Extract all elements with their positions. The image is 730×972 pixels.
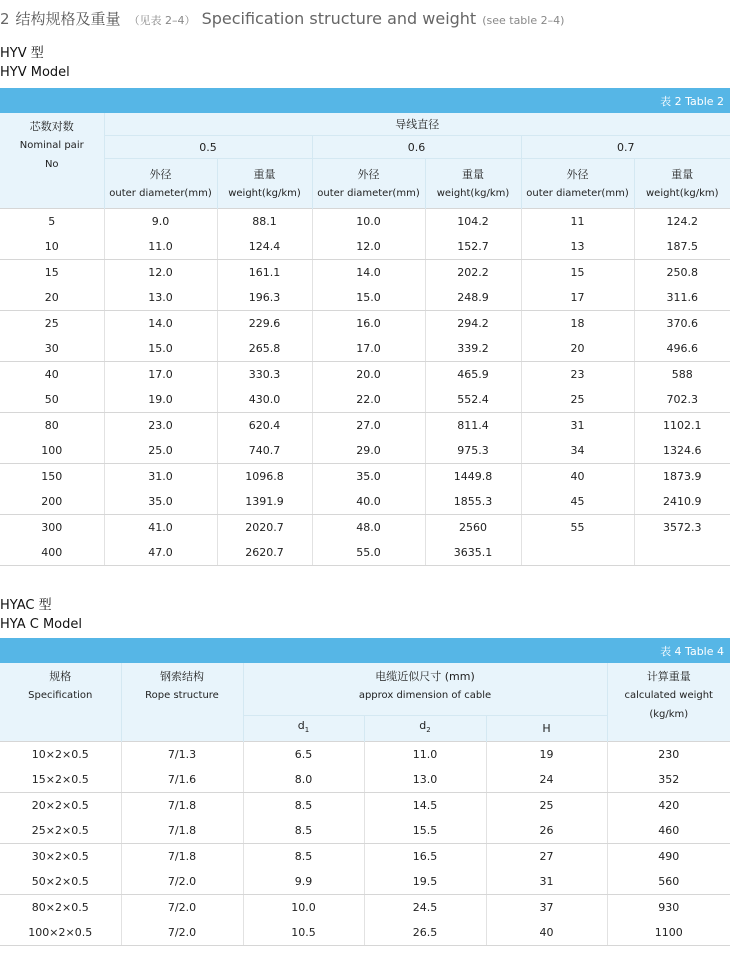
- table-row: [0, 869, 730, 895]
- hyv-sub-od-en: outer diameter(mm): [109, 187, 212, 199]
- table-cell: 265.8: [217, 336, 312, 362]
- table-cell: 47.0: [104, 540, 217, 566]
- table-cell: 7/1.6: [121, 767, 243, 793]
- table-cell: 9.0: [104, 209, 217, 235]
- table-cell: 8.0: [243, 767, 364, 793]
- table-cell: 31: [486, 869, 607, 895]
- table-cell: 12.0: [104, 260, 217, 286]
- hyac-col-dim-header: [243, 663, 607, 716]
- table-cell: 8.5: [243, 844, 364, 870]
- table-cell: 23.0: [104, 413, 217, 439]
- table-row: [0, 260, 730, 286]
- section-title-en: Specification structure and weight: [201, 9, 477, 28]
- table-row: [0, 895, 730, 921]
- table-cell: 40: [486, 920, 607, 946]
- table-cell: 40: [0, 362, 104, 388]
- table-row: [0, 489, 730, 515]
- table-cell: 5: [0, 209, 104, 235]
- hyac-model-heading: [0, 596, 82, 634]
- table-cell: 19: [486, 742, 607, 768]
- section-number: 2: [0, 10, 10, 28]
- table-cell: 17.0: [104, 362, 217, 388]
- table-cell: 26.5: [364, 920, 486, 946]
- table-cell: 811.4: [425, 413, 521, 439]
- hyv-col-pair-en2: No: [44, 159, 59, 170]
- hyv-sub-od-06: [312, 159, 425, 209]
- table-cell: 35.0: [104, 489, 217, 515]
- table-cell: 311.6: [634, 285, 730, 311]
- table-cell: 250.8: [666, 266, 699, 279]
- table-cell: 30×2×0.5: [0, 844, 121, 870]
- table-cell: 1102.1: [663, 419, 702, 432]
- table-cell: 7/2.0: [121, 895, 243, 921]
- table-cell: 620.4: [217, 413, 312, 439]
- table-cell: 41.0: [104, 515, 217, 541]
- table-cell: 26: [486, 818, 607, 844]
- hyv-sub-wt-en: weight(kg/km): [436, 187, 510, 199]
- table-cell: 15: [0, 260, 104, 286]
- table-cell: 1449.8: [425, 464, 521, 490]
- table-cell: 27.0: [312, 413, 425, 439]
- table-cell: 13: [521, 234, 634, 260]
- table-cell: 330.3: [217, 362, 312, 388]
- table-cell: 7/1.8: [121, 818, 243, 844]
- table-cell: 460: [607, 818, 730, 844]
- table-cell: 2620.7: [217, 540, 312, 566]
- table-cell: 370.6: [666, 317, 699, 330]
- table-cell: 560: [607, 869, 730, 895]
- table-cell: 35.0: [312, 464, 425, 490]
- table-cell: 10.5: [243, 920, 364, 946]
- table-cell: 16.5: [364, 844, 486, 870]
- table-cell: 7/1.8: [121, 793, 243, 819]
- hyac-col-rope-cn: 钢索结构: [160, 670, 204, 683]
- table-cell: 80×2×0.5: [0, 895, 121, 921]
- table-cell: 25×2×0.5: [0, 818, 121, 844]
- hyv-sub-wt-06: [425, 159, 521, 209]
- hyv-col-pair-en1: Nominal pair: [19, 140, 84, 151]
- table-cell: 55: [521, 515, 634, 541]
- hyv-col-dia-header: 导线直径: [104, 113, 730, 136]
- table-cell: 16.0: [312, 311, 425, 337]
- table-cell: 15×2×0.5: [0, 767, 121, 793]
- section-title-cn-ref: （见表 2–4）: [128, 14, 196, 27]
- table-cell: 588: [671, 368, 693, 381]
- hyv-col-pair-header: [0, 113, 104, 209]
- table-cell: 230: [607, 742, 730, 768]
- table-cell: 3572.3: [663, 521, 702, 534]
- hyv-sub-od-cn: 外径: [566, 167, 589, 181]
- table-row: [0, 234, 730, 260]
- table-row: [0, 464, 730, 490]
- table-cell: 2020.7: [217, 515, 312, 541]
- hyv-sub-od-05: [104, 159, 217, 209]
- table-cell: 55.0: [312, 540, 425, 566]
- table-cell: 2560: [425, 515, 521, 541]
- hyac-col-spec-en: Specification: [28, 690, 93, 701]
- table-cell: 552.4: [425, 387, 521, 413]
- table-cell: 1324.6: [634, 438, 730, 464]
- hyac-sub-h: H: [486, 716, 607, 742]
- table-row: [0, 413, 730, 439]
- table-cell: 14.0: [104, 311, 217, 337]
- hyv-col-pair-cn: 芯数对数: [29, 120, 74, 133]
- table-cell: 124.4: [217, 234, 312, 260]
- table-cell: 248.9: [425, 285, 521, 311]
- table-cell: 80: [0, 413, 104, 439]
- table-cell: 23: [521, 362, 634, 388]
- table-cell: 50: [0, 387, 104, 413]
- table-cell: 161.1: [217, 260, 312, 286]
- hyv-sub-wt-cn: 重量: [253, 167, 276, 181]
- table-cell: 15.0: [104, 336, 217, 362]
- hyv-sub-wt-en: weight(kg/km): [228, 187, 301, 199]
- table-cell: 1096.8: [217, 464, 312, 490]
- table-row: [0, 742, 730, 768]
- table-cell: 29.0: [312, 438, 425, 464]
- hyac-table-label: 表 4 Table 4: [0, 638, 730, 663]
- hyv-dia-06: 0.6: [312, 136, 521, 159]
- hyv-sub-od-cn: 外径: [149, 167, 172, 181]
- table-row: [0, 818, 730, 844]
- table-cell: 7/1.8: [121, 844, 243, 870]
- table-cell: 975.3: [425, 438, 521, 464]
- hyv-model-en: HYV Model: [0, 65, 70, 80]
- hyac-col-weight-header: [607, 663, 730, 742]
- table-cell: 15.0: [312, 285, 425, 311]
- table-cell: 31: [521, 413, 634, 439]
- table-cell: [634, 540, 730, 566]
- hyac-col-rope-header: [121, 663, 243, 742]
- hyv-sub-wt-en: weight(kg/km): [645, 187, 719, 199]
- hyv-table: [0, 88, 730, 566]
- table-cell: 15: [521, 260, 634, 286]
- hyv-model-cn: HYV 型: [0, 46, 44, 61]
- table-cell: 6.5: [243, 742, 364, 768]
- table-cell: 34: [521, 438, 634, 464]
- table-cell: 30: [0, 336, 104, 362]
- table-cell: 124.2: [634, 209, 730, 235]
- table-cell: 9.9: [243, 869, 364, 895]
- hyac-col-weight-en: calculated weight: [624, 690, 713, 701]
- table-cell: [521, 540, 634, 566]
- table-cell: 300: [0, 515, 104, 541]
- table-cell: 18: [521, 311, 634, 337]
- table-cell: 490: [658, 850, 680, 863]
- hyv-sub-od-07: [521, 159, 634, 209]
- table-cell: 100: [0, 438, 104, 464]
- table-cell: 930: [658, 901, 680, 914]
- table-cell: 150: [0, 464, 104, 490]
- table-cell: 400: [0, 540, 104, 566]
- table-cell: 1391.9: [217, 489, 312, 515]
- table-cell: 10: [0, 234, 104, 260]
- table-row: [0, 336, 730, 362]
- table-cell: 40: [521, 464, 634, 490]
- table-cell: 11.0: [364, 742, 486, 768]
- table-cell: 25.0: [104, 438, 217, 464]
- section-title-cn: 结构规格及重量: [15, 10, 121, 28]
- table-row: [0, 285, 730, 311]
- table-cell: 7/2.0: [121, 920, 243, 946]
- hyac-col-weight-cn: 计算重量: [646, 670, 691, 683]
- hyac-model-en: HYA C Model: [0, 617, 82, 632]
- table-cell: 25: [0, 311, 104, 337]
- table-cell: 11: [521, 209, 634, 235]
- table-cell: 25: [521, 387, 634, 413]
- table-cell: 2410.9: [634, 489, 730, 515]
- table-cell: 8.5: [243, 818, 364, 844]
- table-cell: 20: [0, 285, 104, 311]
- table-cell: 25: [486, 793, 607, 819]
- table-cell: 48.0: [312, 515, 425, 541]
- table-cell: 202.2: [425, 260, 521, 286]
- hyv-table-body: [0, 209, 730, 566]
- table-cell: 1855.3: [425, 489, 521, 515]
- table-cell: 24.5: [364, 895, 486, 921]
- table-cell: 20×2×0.5: [0, 793, 121, 819]
- table-cell: 352: [607, 767, 730, 793]
- table-cell: 10.0: [312, 209, 425, 235]
- table-cell: 702.3: [634, 387, 730, 413]
- hyac-col-spec-header: [0, 663, 121, 742]
- table-cell: 196.3: [217, 285, 312, 311]
- table-cell: 19.0: [104, 387, 217, 413]
- table-cell: 7/2.0: [121, 869, 243, 895]
- table-cell: 100×2×0.5: [0, 920, 121, 946]
- section-title-en-ref: (see table 2–4): [482, 14, 565, 27]
- table-cell: 15.5: [364, 818, 486, 844]
- table-cell: 465.9: [425, 362, 521, 388]
- table-row: [0, 362, 730, 388]
- table-cell: 24: [486, 767, 607, 793]
- hyac-table: [0, 638, 730, 946]
- table-cell: 8.5: [243, 793, 364, 819]
- table-cell: 229.6: [217, 311, 312, 337]
- table-cell: 31.0: [104, 464, 217, 490]
- hyac-col-rope-en: Rope structure: [145, 690, 219, 701]
- table-cell: 339.2: [425, 336, 521, 362]
- table-cell: 1873.9: [663, 470, 702, 483]
- table-cell: 37: [486, 895, 607, 921]
- hyac-sub-d1: $d_1$: [243, 716, 364, 742]
- hyv-sub-od-en: outer diameter(mm): [317, 187, 420, 199]
- hyv-model-heading: [0, 44, 70, 82]
- table-row: [0, 844, 730, 870]
- table-cell: 45: [521, 489, 634, 515]
- table-cell: 88.1: [217, 209, 312, 235]
- table-cell: 3635.1: [425, 540, 521, 566]
- table-cell: 40.0: [312, 489, 425, 515]
- table-cell: 294.2: [425, 311, 521, 337]
- hyac-col-dim-en: approx dimension of cable: [358, 690, 492, 701]
- table-cell: 1100: [607, 920, 730, 946]
- hyv-sub-wt-07: [634, 159, 730, 209]
- hyv-sub-od-en: outer diameter(mm): [526, 187, 629, 199]
- table-cell: 22.0: [312, 387, 425, 413]
- hyv-dia-07: 0.7: [521, 136, 730, 159]
- table-cell: 187.5: [634, 234, 730, 260]
- table-cell: 20.0: [312, 362, 425, 388]
- table-row: [0, 438, 730, 464]
- section-title: [0, 8, 730, 32]
- table-cell: 17: [521, 285, 634, 311]
- table-row: [0, 920, 730, 946]
- table-row: [0, 515, 730, 541]
- hyv-table-label: 表 2 Table 2: [0, 88, 730, 113]
- table-cell: 20: [521, 336, 634, 362]
- table-cell: 27: [486, 844, 607, 870]
- hyac-table-body: [0, 742, 730, 946]
- hyv-sub-wt-05: [217, 159, 312, 209]
- table-row: [0, 767, 730, 793]
- table-cell: 13.0: [364, 767, 486, 793]
- hyv-sub-od-cn: 外径: [357, 167, 380, 181]
- table-row: [0, 793, 730, 819]
- table-cell: 7/1.3: [121, 742, 243, 768]
- hyac-col-dim-cn: 电缆近似尺寸 (mm): [375, 670, 475, 683]
- table-cell: 104.2: [425, 209, 521, 235]
- table-cell: 10×2×0.5: [0, 742, 121, 768]
- table-cell: 430.0: [217, 387, 312, 413]
- table-row: [0, 209, 730, 235]
- table-cell: 10.0: [243, 895, 364, 921]
- table-cell: 200: [0, 489, 104, 515]
- table-cell: 740.7: [217, 438, 312, 464]
- table-cell: 14.5: [364, 793, 486, 819]
- hyac-model-cn: HYAC 型: [0, 598, 52, 613]
- hyac-col-weight-unit: (kg/km): [649, 709, 689, 720]
- table-cell: 19.5: [364, 869, 486, 895]
- table-row: [0, 387, 730, 413]
- hyac-col-spec-cn: 规格: [49, 670, 72, 683]
- table-cell: 152.7: [425, 234, 521, 260]
- table-cell: 496.6: [634, 336, 730, 362]
- table-cell: 12.0: [312, 234, 425, 260]
- hyv-dia-05: 0.5: [104, 136, 312, 159]
- hyv-sub-wt-cn: 重量: [671, 167, 694, 181]
- table-cell: 14.0: [312, 260, 425, 286]
- table-cell: 50×2×0.5: [0, 869, 121, 895]
- table-row: [0, 540, 730, 566]
- table-row: [0, 311, 730, 337]
- table-cell: 11.0: [104, 234, 217, 260]
- hyv-sub-wt-cn: 重量: [462, 167, 484, 181]
- table-cell: 17.0: [312, 336, 425, 362]
- hyac-sub-d2: $d_2$: [364, 716, 486, 742]
- table-cell: 420: [658, 799, 680, 812]
- table-cell: 13.0: [104, 285, 217, 311]
